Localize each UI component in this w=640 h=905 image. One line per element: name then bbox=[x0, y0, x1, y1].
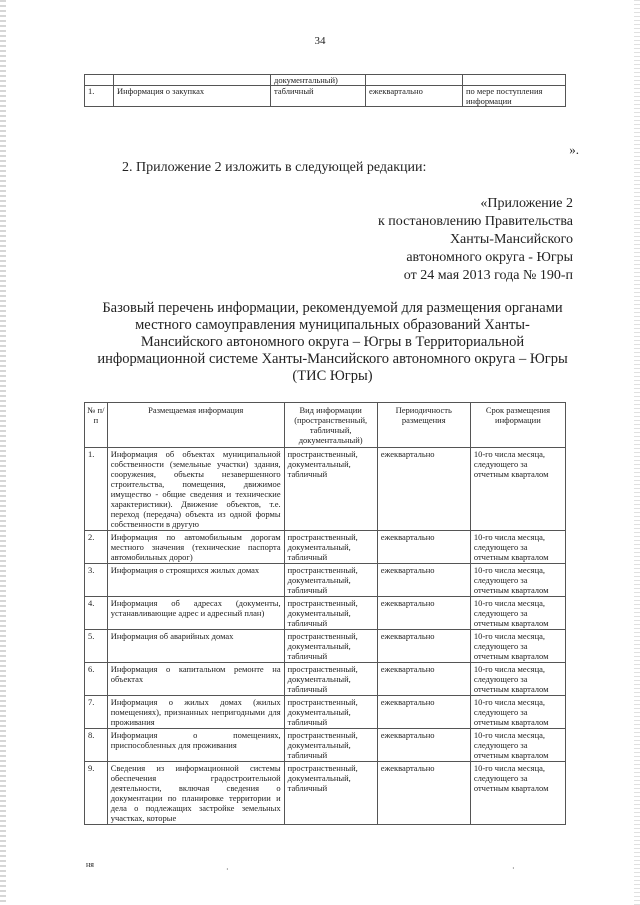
table-cell bbox=[114, 75, 271, 86]
table-row bbox=[85, 75, 566, 86]
type-cell: пространственный, документальный, табличный bbox=[284, 762, 377, 825]
type-cell: табличный bbox=[271, 86, 366, 107]
annex-line: к постановлению Правительства bbox=[377, 214, 573, 229]
type-cell: пространственный, документальный, табличный bbox=[284, 663, 377, 696]
info-cell: Информация об адресах (документы, устанавливающие адрес и адресный план) bbox=[107, 597, 284, 630]
row-number: 1. bbox=[85, 86, 114, 107]
annex-line: Ханты-Мансийского bbox=[449, 232, 573, 247]
type-cell: пространственный, документальный, табличный bbox=[284, 696, 377, 729]
term-cell: 10-го числа месяца, следующего за отчетным кварталом bbox=[470, 531, 565, 564]
info-table bbox=[84, 402, 566, 825]
term-cell: по мере поступления информации bbox=[463, 86, 566, 107]
term-cell: 10-го числа месяца, следующего за отчетным кварталом bbox=[470, 696, 565, 729]
table-cell: документальный) bbox=[271, 75, 366, 86]
table-row bbox=[85, 597, 566, 630]
table-cell bbox=[463, 75, 566, 86]
table-cell bbox=[85, 75, 114, 86]
period-cell: ежеквартально bbox=[377, 564, 470, 597]
type-cell: пространственный, документальный, табличный bbox=[284, 630, 377, 663]
info-cell: Информация о помещениях, приспособленных для проживания bbox=[107, 729, 284, 762]
scan-edge-left bbox=[0, 0, 6, 905]
header-type: Вид информации (пространственный, табличный, документальный) bbox=[284, 403, 377, 448]
period-cell: ежеквартально bbox=[377, 630, 470, 663]
header-term: Срок размещения информации bbox=[470, 403, 565, 448]
type-cell: пространственный, документальный, табличный bbox=[284, 597, 377, 630]
row-number: 5. bbox=[85, 630, 108, 663]
period-cell: ежеквартально bbox=[377, 448, 470, 531]
row-number: 9. bbox=[85, 762, 108, 825]
page-number: 34 bbox=[314, 35, 326, 47]
table-cell bbox=[366, 75, 463, 86]
info-cell: Информация о капитальном ремонте на объектах bbox=[107, 663, 284, 696]
period-cell: ежеквартально bbox=[366, 86, 463, 107]
table-row bbox=[85, 729, 566, 762]
document-title: Базовый перечень информации, рекомендуемой для размещения органами местного самоуправления муниципальных образований Ханты-Мансийского автономного округа – Югры в Территориальной информационной системе Ханты-Мансийского автономного округа – Югры (ТИС Югры) bbox=[97, 300, 568, 384]
term-cell: 10-го числа месяца, следующего за отчетным кварталом bbox=[470, 663, 565, 696]
row-number: 4. bbox=[85, 597, 108, 630]
table-row bbox=[85, 663, 566, 696]
closing-quote: ». bbox=[569, 142, 579, 157]
info-cell: Информация по автомобильным дорогам местного значения (технические паспорта автомобильных дорог) bbox=[107, 531, 284, 564]
type-cell: пространственный, документальный, табличный bbox=[284, 531, 377, 564]
row-number: 7. bbox=[85, 696, 108, 729]
term-cell: 10-го числа месяца, следующего за отчетным кварталом bbox=[470, 564, 565, 597]
amendment-item: 2. Приложение 2 изложить в следующей редакции: bbox=[122, 160, 427, 175]
table-row bbox=[85, 696, 566, 729]
table-row bbox=[85, 86, 566, 107]
info-cell: Сведения из информационной системы обеспечения градостроительной деятельности, включая сведения о документации по планировке территории и дела о подлежащих застройке земельных участках, которые bbox=[107, 762, 284, 825]
table-row bbox=[85, 448, 566, 531]
row-number: 8. bbox=[85, 729, 108, 762]
row-number: 3. bbox=[85, 564, 108, 597]
period-cell: ежеквартально bbox=[377, 696, 470, 729]
annex-line: «Приложение 2 bbox=[480, 196, 573, 211]
table-row bbox=[85, 762, 566, 825]
info-cell: Информация об объектах муниципальной собственности (земельные участки) здания, сооружения, объекты незавершенного строительства, помещения, движимое имущество - общие сведения и технические характеристики). Движение объектов, т.е. переход (передача) объекта из одной формы собственности в другую bbox=[107, 448, 284, 531]
row-number: 2. bbox=[85, 531, 108, 564]
info-cell: Информация о строящихся жилых домах bbox=[107, 564, 284, 597]
type-cell: пространственный, документальный, табличный bbox=[284, 729, 377, 762]
period-cell: ежеквартально bbox=[377, 531, 470, 564]
term-cell: 10-го числа месяца, следующего за отчетным кварталом bbox=[470, 448, 565, 531]
period-cell: ежеквартально bbox=[377, 762, 470, 825]
term-cell: 10-го числа месяца, следующего за отчетным кварталом bbox=[470, 630, 565, 663]
previous-table-fragment bbox=[84, 74, 566, 107]
period-cell: ежеквартально bbox=[377, 729, 470, 762]
term-cell: 10-го числа месяца, следующего за отчетным кварталом bbox=[470, 762, 565, 825]
header-num: № п/п bbox=[85, 403, 108, 448]
footer-dot: · bbox=[512, 864, 515, 873]
type-cell: пространственный, документальный, табличный bbox=[284, 564, 377, 597]
term-cell: 10-го числа месяца, следующего за отчетным кварталом bbox=[470, 729, 565, 762]
annex-line: автономного округа - Югры bbox=[406, 250, 573, 265]
annex-line: от 24 мая 2013 года № 190-п bbox=[403, 268, 573, 283]
header-period: Периодичность размещения bbox=[377, 403, 470, 448]
table-row bbox=[85, 630, 566, 663]
annex-header bbox=[378, 195, 573, 285]
footer-mark: ня bbox=[86, 860, 94, 869]
period-cell: ежеквартально bbox=[377, 597, 470, 630]
row-number: 6. bbox=[85, 663, 108, 696]
scan-edge-right bbox=[634, 0, 640, 905]
table-row bbox=[85, 564, 566, 597]
info-cell: Информация об аварийных домах bbox=[107, 630, 284, 663]
period-cell: ежеквартально bbox=[377, 663, 470, 696]
info-cell: Информация о закупках bbox=[114, 86, 271, 107]
table-row bbox=[85, 531, 566, 564]
info-cell: Информация о жилых домах (жилых помещениях), признанных непригодными для проживания bbox=[107, 696, 284, 729]
term-cell: 10-го числа месяца, следующего за отчетным кварталом bbox=[470, 597, 565, 630]
table-header-row bbox=[85, 403, 566, 448]
header-info: Размещаемая информация bbox=[107, 403, 284, 448]
footer-dot: · bbox=[226, 865, 229, 874]
type-cell: пространственный, документальный, табличный bbox=[284, 448, 377, 531]
row-number: 1. bbox=[85, 448, 108, 531]
